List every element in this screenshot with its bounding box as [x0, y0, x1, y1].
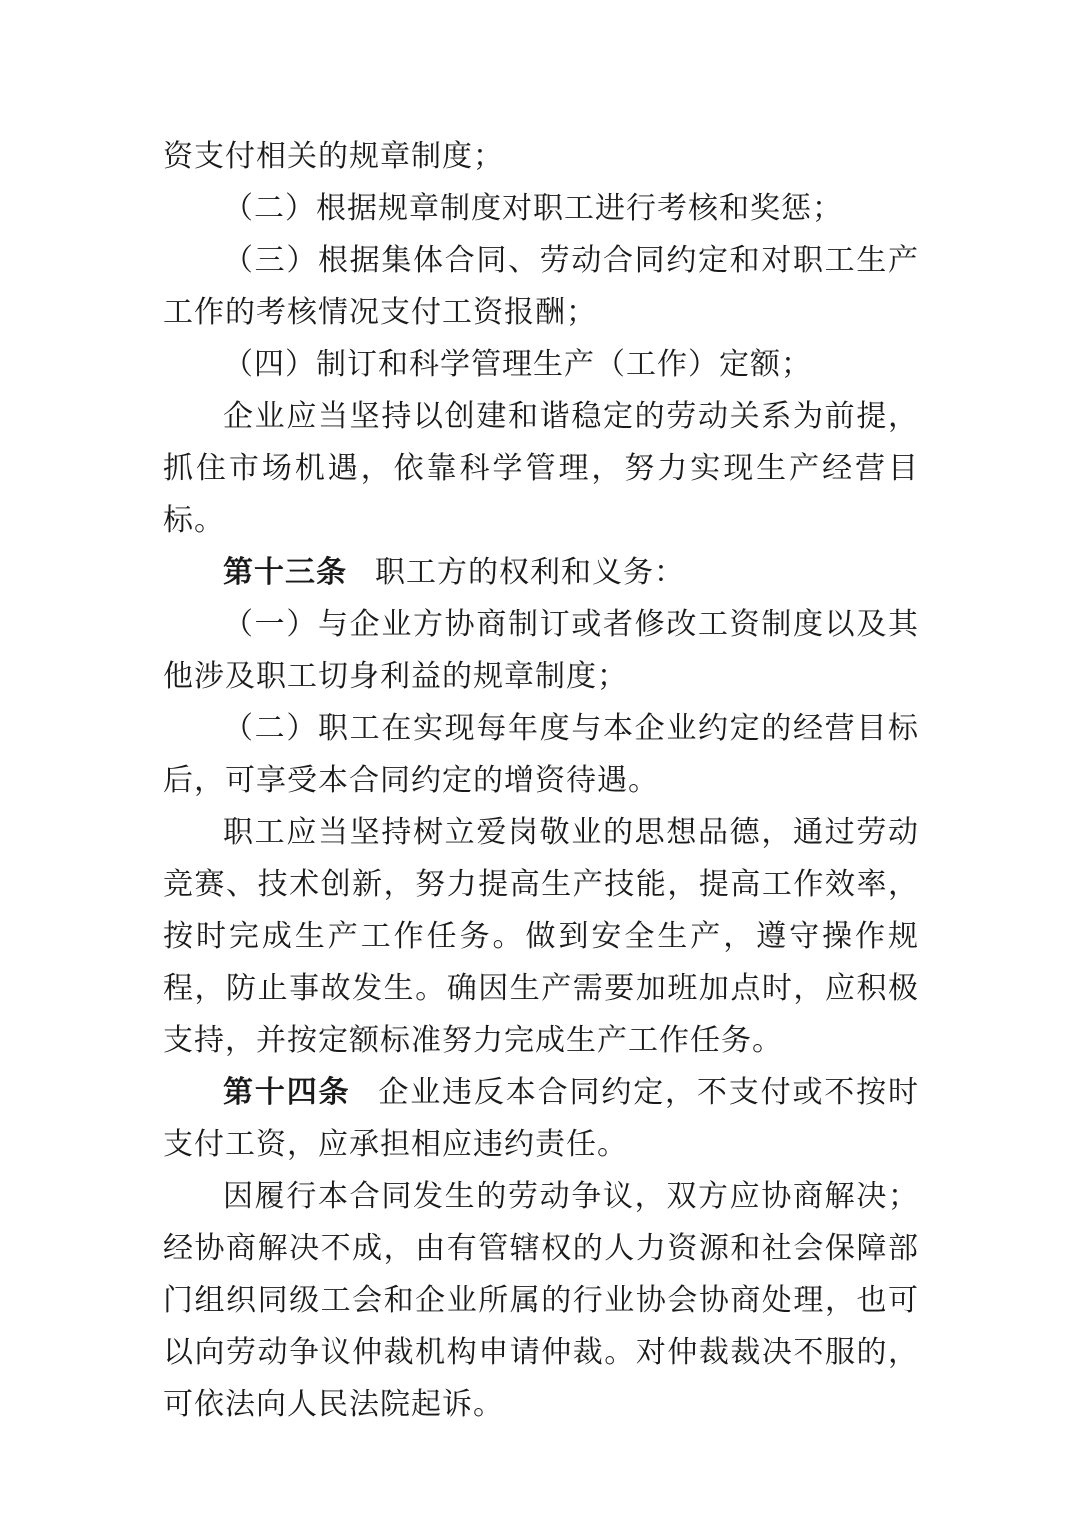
paragraph-worker-duty: 职工应当坚持树立爱岗敬业的思想品德，通过劳动竞赛、技术创新，努力提高生产技能，提高工作效率，按时完成生产工作任务。做到安全生产，遵守操作规程，防止事故发生。确因生产需要加班加点时，应积极支持，并按定额标准努力完成生产工作任务。 [163, 815, 919, 1058]
paragraph-continuation: 资支付相关的规章制度； [163, 139, 504, 174]
paragraph-item-4: （四）制订和科学管理生产（工作）定额； [223, 347, 812, 382]
document-page [163, 131, 919, 1431]
paragraph-worker-item-1: （一）与企业方协商制订或者修改工资制度以及其他涉及职工切身利益的规章制度； [163, 607, 919, 694]
article-14-text: 企业违反本合同约定，不支付或不按时支付工资，应承担相应违约责任。 [163, 1075, 920, 1162]
paragraph-worker-item-2: （二）职工在实现每年度与本企业约定的经营目标后，可享受本合同约定的增资待遇。 [163, 711, 919, 798]
article-13 [163, 547, 919, 599]
paragraph-item-3: （三）根据集体合同、劳动合同约定和对职工生产工作的考核情况支付工资报酬； [163, 243, 919, 330]
paragraph-item-2: （二）根据规章制度对职工进行考核和奖惩； [223, 191, 843, 226]
article-13-heading: 第十三条 [223, 555, 347, 590]
paragraph-enterprise-duty: 企业应当坚持以创建和谐稳定的劳动关系为前提，抓住市场机遇，依靠科学管理，努力实现生产经营目标。 [163, 399, 919, 538]
article-13-text: 职工方的权利和义务： [375, 555, 685, 590]
paragraph-dispute-resolution: 因履行本合同发生的劳动争议，双方应协商解决；经协商解决不成，由有管辖权的人力资源和社会保障部门组织同级工会和企业所属的行业协会协商处理，也可以向劳动争议仲裁机构申请仲裁。对仲裁裁决不服的，可依法向人民法院起诉。 [163, 1179, 919, 1422]
article-14 [163, 1067, 919, 1171]
article-14-heading: 第十四条 [223, 1075, 351, 1110]
